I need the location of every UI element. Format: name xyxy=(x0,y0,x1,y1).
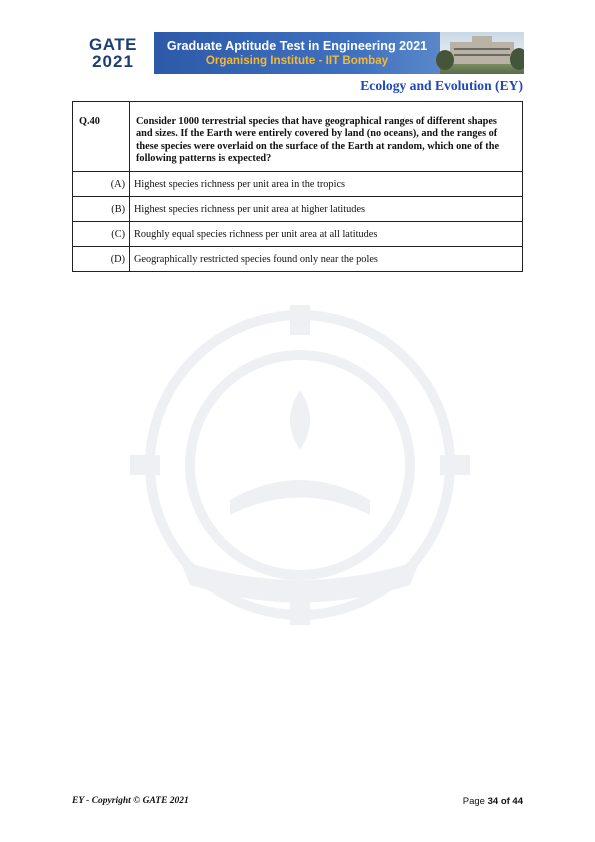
subject-title: Ecology and Evolution (EY) xyxy=(360,78,523,93)
option-text: Geographically restricted species found only near the poles xyxy=(130,247,523,272)
option-letter: (D) xyxy=(73,247,130,272)
question-table xyxy=(72,101,523,272)
header-banner xyxy=(72,32,524,74)
logo-year: 2021 xyxy=(92,52,134,71)
banner-text-block xyxy=(154,32,440,74)
question-text: Consider 1000 terrestrial species that have geographical ranges of different shapes and sizes. If the Earth were entirely covered by land (no oceans), and the ranges of these species were overlaid on the surface of the Earth at random, which one of the following patterns is expected? xyxy=(130,102,523,172)
footer-copyright: EY - Copyright © GATE 2021 xyxy=(72,796,189,806)
logo-word: GATE xyxy=(89,35,137,54)
option-letter: (B) xyxy=(73,197,130,222)
option-text: Roughly equal species richness per unit area at all latitudes xyxy=(130,222,523,247)
option-letter: (C) xyxy=(73,222,130,247)
campus-building-image xyxy=(440,32,524,74)
option-text: Highest species richness per unit area at higher latitudes xyxy=(130,197,523,222)
option-text: Highest species richness per unit area in the tropics xyxy=(130,172,523,197)
page-number xyxy=(463,796,523,807)
question-row xyxy=(73,102,523,172)
option-row xyxy=(73,197,523,222)
iit-emblem-watermark xyxy=(110,300,490,640)
question-number: Q.40 xyxy=(73,102,130,172)
option-row xyxy=(73,247,523,272)
option-letter: (A) xyxy=(73,172,130,197)
gate-logo xyxy=(72,32,154,74)
page-total: 44 xyxy=(512,796,523,807)
banner-title: Graduate Aptitude Test in Engineering 2021 xyxy=(166,39,428,53)
banner-subtitle: Organising Institute - IIT Bombay xyxy=(205,54,389,67)
page-prefix: Page xyxy=(462,796,485,807)
page-of: of xyxy=(500,796,510,807)
option-row xyxy=(73,222,523,247)
option-row xyxy=(73,172,523,197)
page-current: 34 xyxy=(487,796,499,807)
